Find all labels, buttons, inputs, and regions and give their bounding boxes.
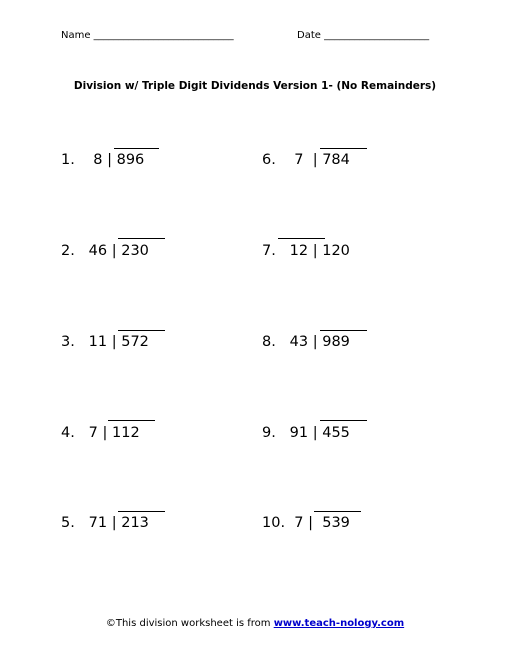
name-field: Name ____________________________ <box>61 30 234 41</box>
problem-1: 1. 8 | 896 <box>61 152 145 168</box>
answer-line-3 <box>118 330 165 331</box>
problem-2: 2. 46 | 230 <box>61 243 149 259</box>
worksheet-title: Division w/ Triple Digit Dividends Version 1- (No Remainders) <box>73 80 437 92</box>
footer <box>0 618 510 629</box>
footer-text: ©This division worksheet is from <box>105 618 274 629</box>
problem-3: 3. 11 | 572 <box>61 334 149 350</box>
answer-line-5 <box>118 511 165 512</box>
problem-7: 7. 12 | 120 <box>262 243 350 259</box>
problem-8: 8. 43 | 989 <box>262 334 350 350</box>
problem-5: 5. 71 | 213 <box>61 515 149 531</box>
problem-6: 6. 7 | 784 <box>262 152 350 168</box>
problem-10: 10. 7 | 539 <box>262 515 350 531</box>
answer-line-7 <box>278 238 325 239</box>
answer-line-1 <box>114 148 159 149</box>
answer-line-10 <box>314 511 361 512</box>
teach-nology-link[interactable]: www.teach-nology.com <box>273 618 405 629</box>
answer-line-8 <box>320 330 367 331</box>
problem-4: 4. 7 | 112 <box>61 425 140 441</box>
answer-line-6 <box>320 148 367 149</box>
answer-line-2 <box>118 238 165 239</box>
answer-line-4 <box>108 420 155 421</box>
answer-line-9 <box>320 420 367 421</box>
problem-9: 9. 91 | 455 <box>262 425 350 441</box>
date-field: Date _____________________ <box>297 30 430 41</box>
